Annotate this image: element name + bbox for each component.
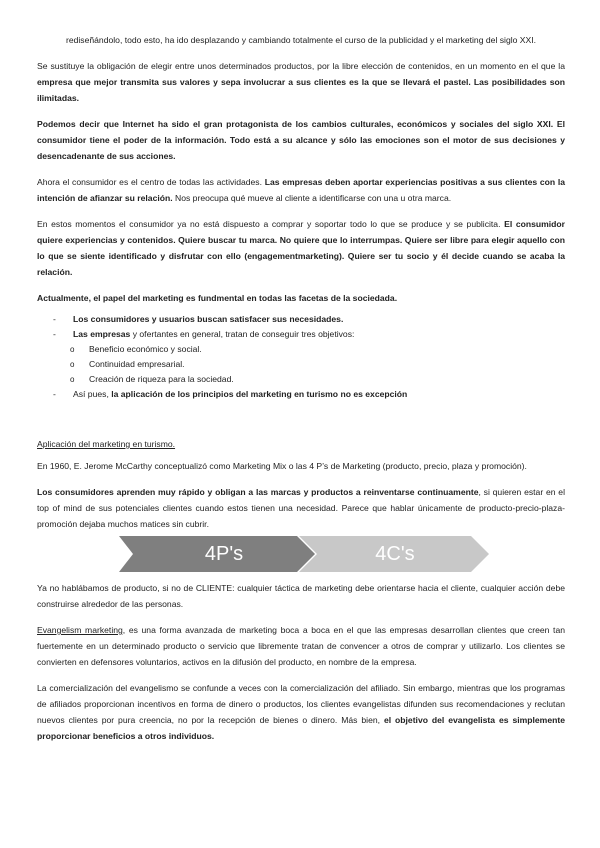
paragraph-actualmente	[37, 290, 565, 306]
document-page	[37, 32, 565, 744]
bullet-list	[37, 312, 565, 402]
bold-text: Los consumidores aprenden muy rápido y obligan a las marcas y productos a reinventarse continuamente	[37, 487, 479, 497]
bold-text: el objetivo del evangelista es simplemente proporcionar beneficios a otros individuos.	[37, 715, 565, 741]
text-run: La comercialización del evangelismo se confunde a veces con la comercialización del afiliado. Sin embargo, mientras que los programas de afiliados proporcionan incentivos en forma de dinero o productos, los clientes evangelistas difunden sus recomendaciones y reclutan nuevos clientes por pura creencia, no por la recepción de bienes o dinero. Más bien,	[37, 683, 565, 725]
text-run: Se sustituye la obligación de elegir entre unos determinados productos, por la libre elección de contenidos, en un momento en el que la	[37, 61, 565, 71]
bold-text: empresa que mejor transmita sus valores y sepa involucrar a sus clientes es la que se llevará el pastel. Las posibilidades son ilimitadas.	[37, 77, 565, 103]
text-run: Ahora el consumidor es el centro de todas las actividades.	[37, 177, 265, 187]
bold-text: El consumidor quiere experiencias y contenidos. Quiere buscar tu marca. No quiere que lo interrumpas. Quiere ser libre para elegir aquello con lo que se siente identificado y disfrutar con ello (engagementmarketing). Quiere ser tu socio y él decide cuando se acaba la relación.	[37, 219, 566, 277]
paragraph-reinventarse	[37, 484, 565, 532]
text-run: En estos momentos el consumidor ya no está dispuesto a comprar y soportar todo lo que se produce y se publicita.	[37, 219, 505, 229]
text-run: , si quieren estar en el top of mind de sus potenciales clientes cuando estos tienen una necesidad. Parece que hablar únicamente de producto-precio-plaza-promoción dejaba muchos matices sin cubrir.	[37, 487, 565, 529]
bold-text: Podemos decir que Internet ha sido el gran protagonista de los cambios culturales, económicos y sociales del siglo XXI. El consumidor tiene el poder de la información. Todo está a su alcance y sólo las emociones son el motor de sus decisiones y desencadenante de sus acciones.	[37, 119, 565, 161]
4p-4c-banner	[119, 536, 489, 572]
text-run: , es una forma avanzada de marketing boca a boca en el que las empresas desarrollan clientes que creen tan fuertemente en un determinado producto o servicio que libremente tratan de convencer a otros de comprar y utilizarlo. Los clientes se convierten en defensores voluntarios, activos en la difusión del producto, en nombre de la empresa.	[37, 625, 566, 667]
text-run: Así pues,	[73, 389, 112, 399]
sub-list-item: o Continuidad empresarial.	[37, 357, 565, 372]
sub-list-item: o Beneficio económico y social.	[37, 342, 565, 357]
bold-text: Actualmente, el papel del marketing es fundmental en todas las facetas de la sociedada.	[37, 293, 398, 303]
paragraph-intro: rediseñándolo, todo esto, ha ido desplazando y cambiando totalmente el curso de la publicidad y el marketing del siglo XXI.	[65, 35, 537, 45]
chevron-left-label: 4P's	[204, 543, 244, 565]
bold-text: Los consumidores y usuarios buscan satisfacer sus necesidades.	[73, 314, 344, 324]
bold-text: Las empresas deben aportar experiencias positivas a sus clientes con la intención de afianzar su relación.	[37, 177, 565, 203]
bold-text: Las empresas	[73, 329, 131, 339]
paragraph-mccarthy: En 1960, E. Jerome McCarthy conceptualizó como Marketing Mix o las 4 P’s de Marketing (producto, precio, plaza y promoción).	[37, 461, 527, 471]
sub-list	[37, 342, 565, 387]
list-item	[37, 312, 565, 327]
paragraph-evangelism	[37, 622, 565, 670]
paragraph-experiencias	[37, 216, 565, 280]
paragraph-internet	[37, 116, 565, 164]
text-run: y ofertantes en general, tratan de conseguir tres objetivos:	[130, 329, 355, 339]
list-item	[37, 387, 565, 402]
underlined-term: Evangelism marketing	[37, 625, 123, 635]
bold-text: la aplicación de los principios del marketing en turismo no es excepción	[111, 389, 408, 399]
list-item	[37, 327, 565, 387]
sub-list-item: o Creación de riqueza para la sociedad.	[37, 372, 565, 387]
paragraph-cliente: Ya no hablábamos de producto, si no de CLIENTE: cualquier táctica de marketing debe orientarse hacia el cliente, cualquier acción debe construirse alrededor de las personas.	[37, 583, 565, 609]
paragraph-contenidos	[37, 58, 565, 106]
chevron-right-label: 4C's	[375, 543, 415, 565]
paragraph-consumidor-centro	[37, 174, 565, 206]
text-run: Nos preocupa qué mueve al cliente a identificarse con una u otra marca.	[172, 193, 452, 203]
section-heading	[37, 436, 565, 452]
paragraph-afiliado	[37, 680, 565, 744]
heading-text: Aplicación del marketing en turismo.	[37, 439, 176, 449]
